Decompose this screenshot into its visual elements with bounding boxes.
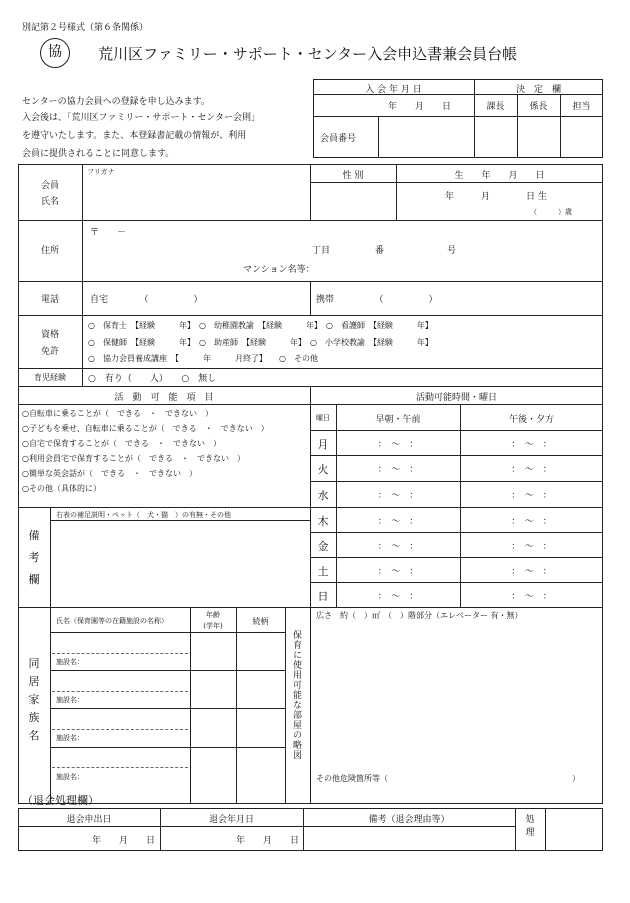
license-row-2[interactable]: ○ 保健師 【経験 年】 ○ 助産師 【経験 年】 ○ 小学校教諭 【経験 年】 [88,338,433,347]
day-tue: 火 [317,463,329,476]
birth-head: 生 年 月 日 [454,171,545,181]
postal-code-field[interactable]: 〒 － [90,228,127,238]
danger-field[interactable]: その他危険箇所等（ ） [316,774,580,783]
family-age-head: 年齢 (学年) [203,611,223,630]
withdraw-reason-field[interactable] [305,828,513,849]
license-row-1[interactable]: ○ 保育士 【経験 年】 ○ 幼稚園教諭 【経験 年】 ○ 看護師 【経験 年】 [88,321,433,330]
sun-morning[interactable]: ： 〜 ： [377,592,419,602]
sat-morning[interactable]: ： 〜 ： [377,567,419,577]
remarks-note: 右表の補足説明・ペット（ 犬・猫 ）の有無・その他 [56,511,231,519]
day-sat: 土 [317,565,329,578]
morning-head: 早朝・午前 [375,415,421,425]
chief-label: 課長 [486,102,505,112]
process-label: 処 理 [525,815,535,838]
wed-morning[interactable]: ： 〜 ： [377,491,419,501]
mansion-field[interactable]: マンション名等： [243,265,315,275]
mon-afternoon[interactable]: ： 〜 ： [511,440,552,450]
license-row-3[interactable]: ○ 協力会員養成講座 【 年 月終了】 ○ その他 [88,354,318,363]
withdraw-apply-label: 退会申出日 [66,815,112,825]
intro-line-2: 入会後は、「荒川区ファミリー・サポート・センター会則」 [22,113,260,123]
remarks-field[interactable] [52,523,308,605]
license-label-2: 免許 [40,347,59,357]
decision-label: 決 定 欄 [515,85,561,95]
tue-morning[interactable]: ： 〜 ： [377,465,419,475]
process-stamp-field[interactable] [547,810,601,849]
kyo-seal-icon: 協 [40,38,70,68]
birth-date-field[interactable]: 年 月 日 生 [445,192,547,202]
day-thu: 木 [317,515,329,528]
mon-morning[interactable]: ： 〜 ： [377,440,419,450]
sex-label: 性 別 [342,171,364,181]
remarks-label: 備 考 欄 [28,529,40,586]
age-field[interactable]: （ ）歳 [530,208,572,216]
childcare-field[interactable]: ○ 有り（ 人） ○ 無し [88,374,217,384]
form-title: 荒川区ファミリー・サポート・センター入会申込書兼会員台帳 [98,45,518,63]
day-fri: 金 [317,540,329,553]
join-date-label: 入 会 年 月 日 [365,85,422,95]
fri-afternoon[interactable]: ： 〜 ： [511,542,552,552]
activity-item-5[interactable]: ○簡単な英会話が（ できる ・ できない ） [22,469,197,478]
sat-afternoon[interactable]: ： 〜 ： [511,567,552,577]
day-sun: 日 [317,590,329,603]
sun-afternoon[interactable]: ： 〜 ： [511,592,552,602]
furigana-label: フリガナ [87,168,115,176]
join-date-value[interactable]: 年 月 日 [388,102,452,112]
license-label-1: 資格 [40,330,59,340]
intro-line-4: 会員に提供されることに同意します。 [22,149,175,159]
address-label: 住所 [40,246,59,256]
address-chome[interactable]: 丁目 番 号 [312,246,457,256]
thu-afternoon[interactable]: ： 〜 ： [511,517,552,527]
member-no-label: 会員番号 [320,134,357,144]
activity-item-2[interactable]: ○子どもを乗せ、自転車に乗ることが（ できる ・ できない ） [22,424,269,433]
facility-1[interactable]: 施設名： [56,658,84,666]
facility-3[interactable]: 施設名： [56,734,84,742]
withdraw-section-label: （退会処理欄） [22,794,99,807]
withdraw-reason-label: 備考（退会理由等） [368,815,450,825]
schedule-head: 活動可能時間・曜日 [415,393,497,403]
childcare-label: 育児経験 [34,373,66,382]
sub-chief-label: 係長 [529,102,548,112]
wed-afternoon[interactable]: ： 〜 ： [511,491,552,501]
activity-item-6[interactable]: ○その他（具体的に） [22,484,101,493]
activities-head: 活 動 可 能 項 目 [114,393,214,403]
staff-label: 担当 [572,102,591,112]
family-relation-head: 続柄 [252,617,269,626]
withdraw-date-label: 退会年月日 [208,815,254,825]
room-size-field[interactable]: 広さ 約（ ）㎡ （ ）階部分（エレベーター 有・無） [316,611,523,620]
withdraw-date[interactable]: 年 月 日 [236,836,300,846]
activity-item-1[interactable]: ○自転車に乗ることが（ できる ・ できない ） [22,409,213,418]
room-sketch-label: 保育に使用可能な部屋の略図 [291,630,301,760]
family-label: 同 居 家 族 名 [28,657,40,742]
room-sketch-area[interactable] [312,625,600,770]
activity-item-4[interactable]: ○利用会員宅で保育することが（ できる ・ できない ） [22,454,245,463]
afternoon-head: 午後・夕方 [508,415,554,425]
home-phone-field[interactable]: 自宅 （ ） [90,295,203,305]
day-head: 曜日 [316,414,330,422]
mobile-phone-field[interactable]: 携帯 （ ） [316,295,438,305]
activity-item-3[interactable]: ○自宅で保育することが（ できる ・ できない ） [22,439,221,448]
facility-2[interactable]: 施設名： [56,696,84,704]
family-name-head: 氏名（保育園等の在籍施設の名称） [56,617,168,625]
tue-afternoon[interactable]: ： 〜 ： [511,465,552,475]
withdraw-apply-date[interactable]: 年 月 日 [92,836,156,846]
intro-line-1: センターの協力会員への登録を申し込みます。 [22,97,210,107]
phone-label: 電話 [40,295,59,305]
fri-morning[interactable]: ： 〜 ： [377,542,419,552]
facility-4[interactable]: 施設名： [56,773,84,781]
intro-line-3: を遵守いたします。また、本登録書記載の情報が、利用 [22,131,247,141]
day-wed: 水 [317,489,329,502]
thu-morning[interactable]: ： 〜 ： [377,517,419,527]
member-name-label: 会員 氏名 [40,181,59,207]
day-mon: 月 [317,438,329,451]
form-number: 別記第２号様式（第６条関係） [22,23,149,33]
